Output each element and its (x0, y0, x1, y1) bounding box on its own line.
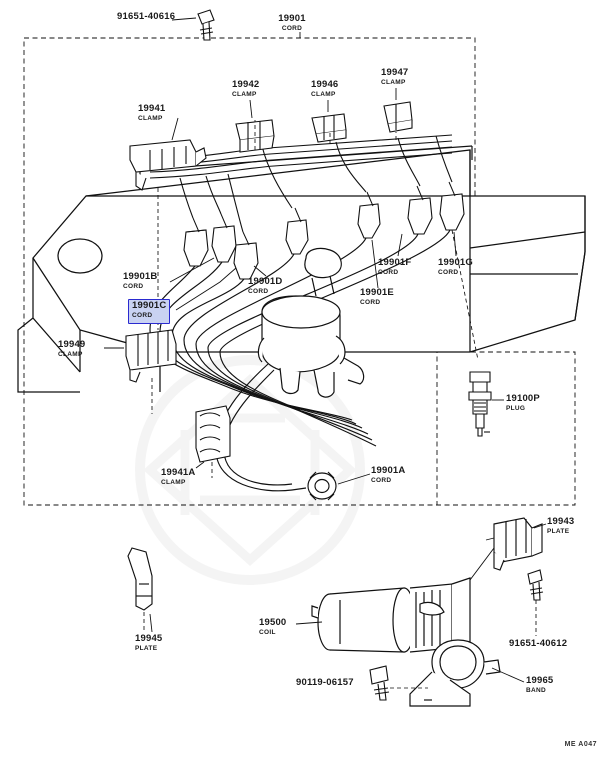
label-sub: CLAMP (381, 79, 406, 86)
diagram-footer-code: ME A047 (564, 741, 597, 748)
label-sub: PLUG (506, 405, 526, 412)
label-19901 (262, 14, 322, 34)
label-sub: CLAMP (138, 115, 163, 122)
label-19946 (311, 80, 338, 100)
ignition-coil (312, 578, 470, 652)
label-sub: CLAMP (232, 91, 257, 98)
label-code: 19100P (506, 393, 540, 404)
label-19941a (161, 468, 195, 488)
bolt-40616-leader (172, 18, 196, 20)
label-code: 19965 (526, 675, 554, 686)
clamp-19946 (312, 114, 346, 142)
label-19901a (371, 466, 405, 486)
label-90119-06157 (296, 678, 354, 688)
label-19947 (381, 68, 408, 88)
label-19500 (259, 618, 286, 638)
label-sub: CORD (281, 25, 303, 32)
spark-plug (469, 372, 491, 436)
bolt-91651-40616 (198, 10, 214, 40)
label-19100p (506, 394, 540, 414)
label-sub: BAND (526, 687, 546, 694)
label-code: 91651-40616 (117, 11, 176, 22)
label-sub: CORD (248, 288, 269, 295)
label-code: 19500 (259, 617, 287, 628)
label-sub: PLATE (547, 528, 570, 535)
coil-to-plate-lines (470, 538, 494, 580)
label-91651-40616 (117, 12, 175, 22)
clamp-19947 (384, 102, 412, 132)
label-code: 19947 (381, 67, 409, 78)
label-sub: CLAMP (58, 351, 83, 358)
label-sub: CLAMP (311, 91, 336, 98)
label-code: 19901A (371, 465, 406, 476)
label-sub: CORD (360, 299, 381, 306)
label-code: 19942 (232, 79, 260, 90)
label-19945 (135, 634, 162, 654)
label-19901g (438, 258, 473, 278)
label-code: 19901C (132, 300, 167, 311)
label-code: 19945 (135, 633, 163, 644)
label-sub: CORD (378, 269, 399, 276)
clamp-19949 (126, 330, 176, 382)
label-19941 (138, 104, 165, 124)
label-code: 19901D (248, 276, 283, 287)
label-sub: CLAMP (161, 479, 186, 486)
label-code: 19943 (547, 516, 575, 527)
label-code: 19901F (378, 257, 412, 268)
label-19901b (123, 272, 157, 292)
plate-19945 (128, 548, 152, 610)
label-19965 (526, 676, 553, 696)
label-19901c-highlighted[interactable] (128, 299, 170, 324)
label-code: 19901B (123, 271, 158, 282)
label-sub: PLATE (135, 645, 158, 652)
label-code: 91651-40612 (509, 638, 568, 649)
label-sub: CORD (438, 269, 459, 276)
label-sub: CORD (371, 477, 392, 484)
label-sub: CORD (132, 312, 153, 319)
label-19943 (547, 517, 574, 537)
label-19949 (58, 340, 85, 360)
label-code: 19941A (161, 467, 196, 478)
label-19901e (360, 288, 394, 308)
label-19942 (232, 80, 259, 100)
label-91651-40612 (509, 639, 567, 649)
label-code: 19941 (138, 103, 166, 114)
bolt-91651-40612 (528, 570, 543, 600)
label-code: 19949 (58, 339, 86, 350)
bolt-90119-06157 (370, 666, 389, 700)
label-19901d (248, 277, 282, 297)
label-code: 19901E (360, 287, 394, 298)
label-sub: CORD (123, 283, 144, 290)
plate-19943 (494, 518, 542, 570)
label-code: 19946 (311, 79, 339, 90)
label-19901f (378, 258, 411, 278)
label-code: 19901 (278, 13, 306, 24)
clamp-19941a (196, 406, 230, 462)
coil-connector (308, 472, 336, 500)
label-code: 90119-06157 (296, 677, 354, 688)
label-code: 19901G (438, 257, 474, 268)
group-boundary-plug (437, 352, 575, 505)
label-sub: COIL (259, 629, 276, 636)
